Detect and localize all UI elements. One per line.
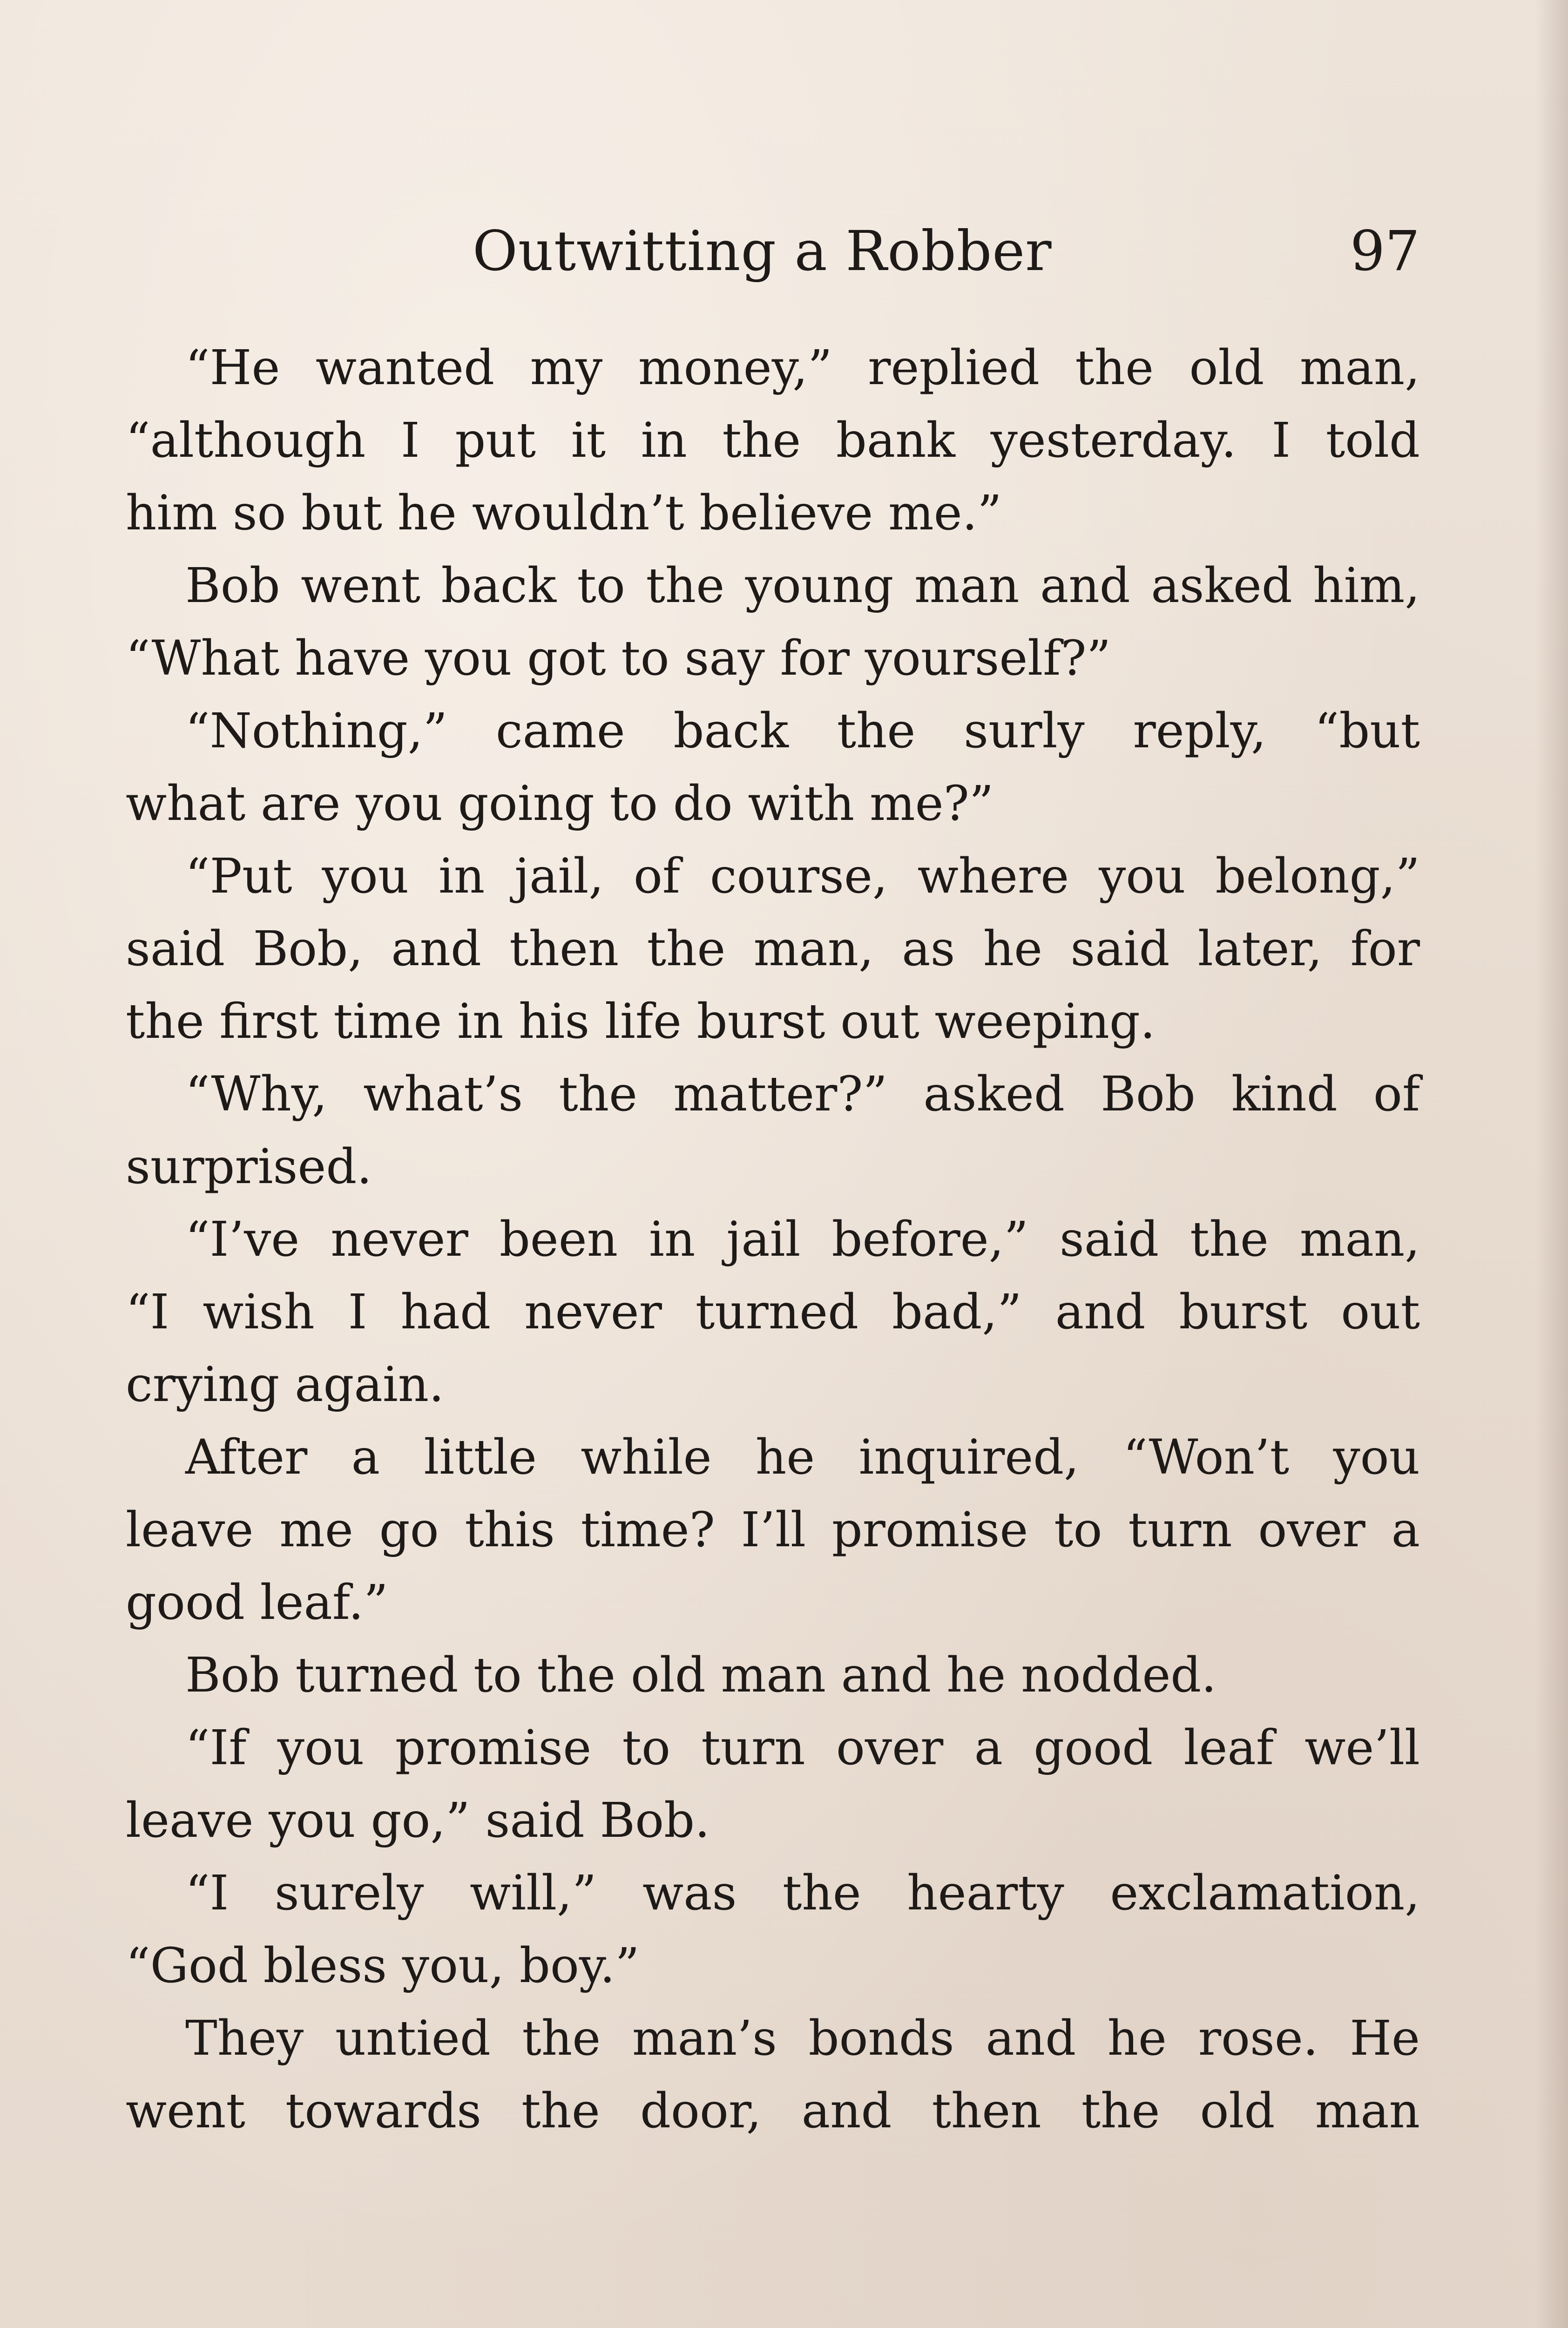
text-line: Bob turned to the old man and he nodded. <box>185 1647 1217 1703</box>
text-line: “I surely will,” was the hearty exclamation, <box>185 1865 1420 1921</box>
page-number: 97 <box>1350 219 1420 283</box>
text-line: went towards the door, and then the old man <box>126 2083 1420 2139</box>
text-line: “He wanted my money,” replied the old man, <box>185 340 1420 396</box>
running-header <box>126 219 1420 312</box>
text-line: leave you go,” said Bob. <box>126 1793 710 1848</box>
text-line: “What have you got to say for yourself?” <box>126 630 1111 686</box>
text-line: “I’ve never been in jail before,” said the man, <box>185 1211 1420 1267</box>
text-line: “Put you in jail, of course, where you belong,” <box>185 848 1420 904</box>
chapter-title: Outwitting a Robber <box>473 219 1052 283</box>
text-line: “Why, what’s the matter?” asked Bob kind of <box>185 1066 1420 1122</box>
text-line: surprised. <box>126 1139 372 1195</box>
text-line: “I wish I had never turned bad,” and burst out <box>126 1284 1420 1340</box>
text-line: him so but he wouldn’t believe me.” <box>126 485 1002 541</box>
text-line: After a little while he inquired, “Won’t you <box>185 1429 1420 1485</box>
text-line: “Nothing,” came back the surly reply, “but <box>185 703 1420 759</box>
text-line: good leaf.” <box>126 1575 388 1631</box>
body-text <box>126 332 1420 2147</box>
text-line: “If you promise to turn over a good leaf we’ll <box>185 1720 1420 1776</box>
text-line: “God bless you, boy.” <box>126 1938 640 1994</box>
page-edge-shadow <box>1535 0 1568 2328</box>
text-line: crying again. <box>126 1357 444 1413</box>
text-line: “although I put it in the bank yesterday. I told <box>126 413 1420 468</box>
text-line: said Bob, and then the man, as he said later, for <box>126 921 1420 977</box>
text-line: what are you going to do with me?” <box>126 776 994 832</box>
text-line: the first time in his life burst out weeping. <box>126 994 1156 1049</box>
text-line: leave me go this time? I’ll promise to turn over a <box>126 1502 1420 1558</box>
text-line: Bob went back to the young man and asked him, <box>185 558 1420 614</box>
text-line: They untied the man’s bonds and he rose. He <box>185 2010 1420 2066</box>
